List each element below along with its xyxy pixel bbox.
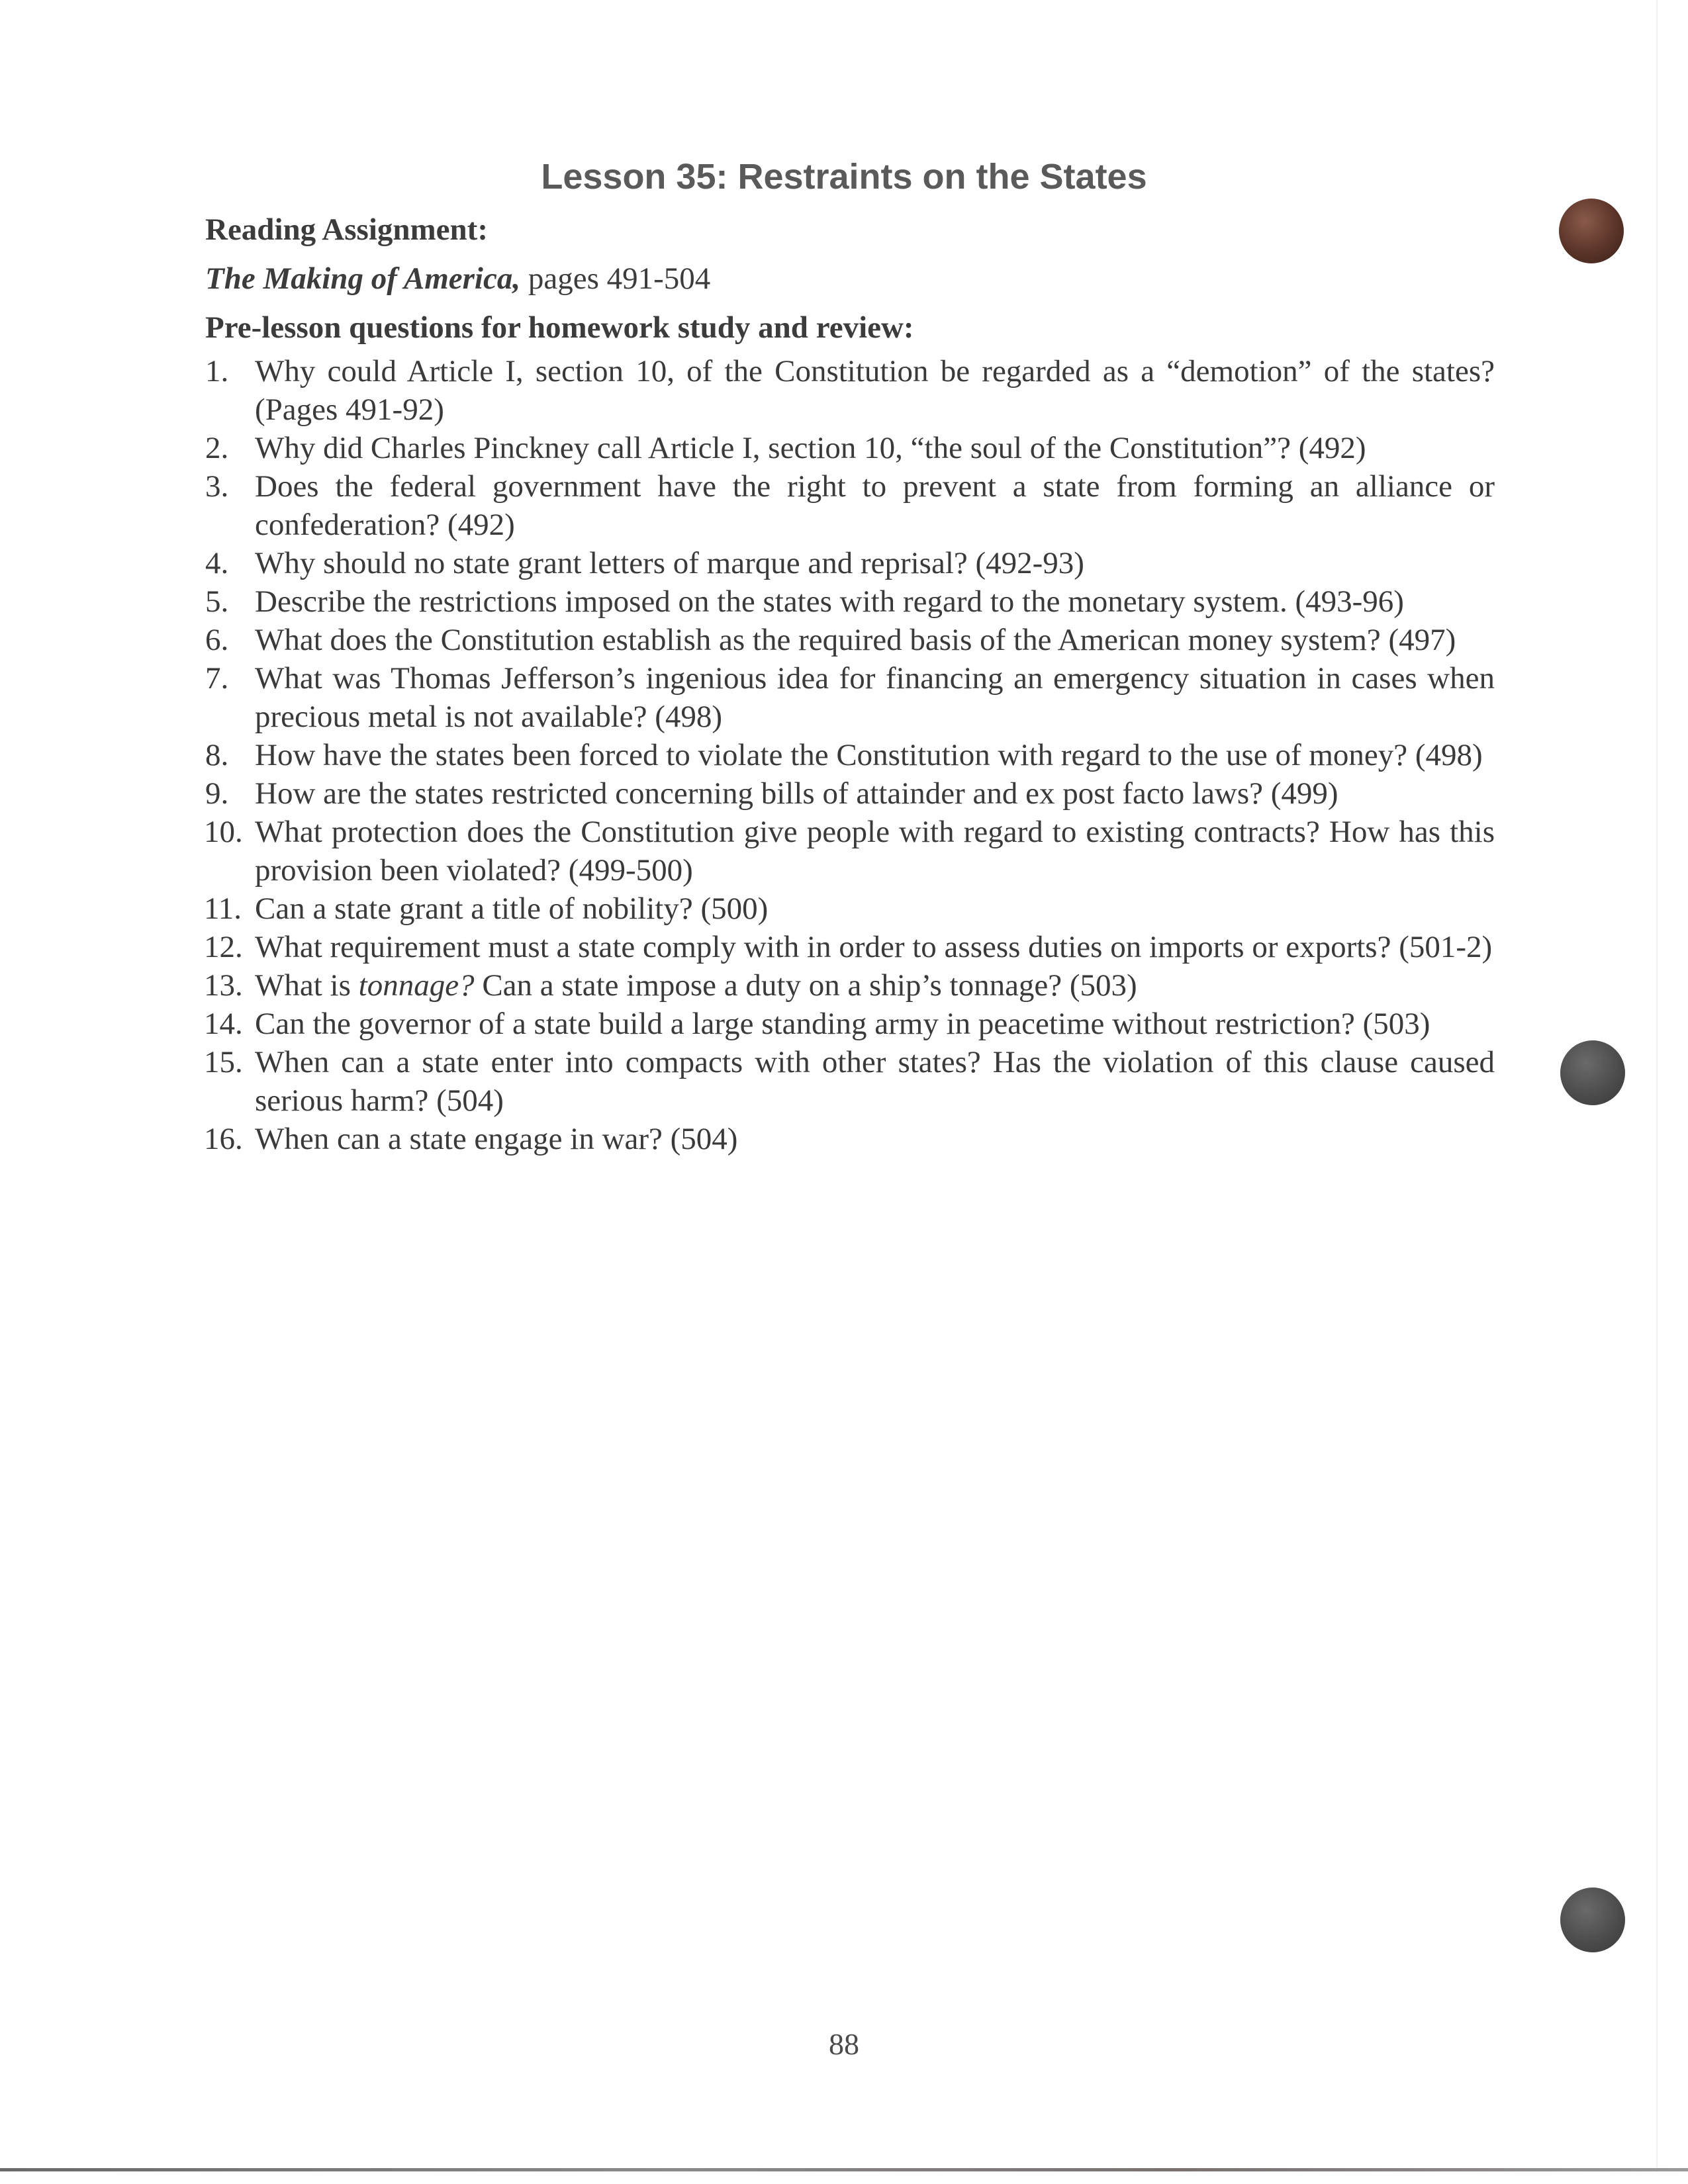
binder-hole-top: [1559, 199, 1624, 263]
question-number: 13.: [204, 968, 243, 1003]
page-right-edge: [1656, 0, 1658, 2172]
question-number: 5.: [205, 584, 229, 619]
question-item: [205, 1043, 1495, 1120]
question-item: [205, 352, 1495, 429]
question-number: 2.: [205, 431, 229, 465]
question-number: 14.: [204, 1007, 243, 1041]
question-text: Describe the restrictions imposed on the states with regard to the monetary system. (493-96): [255, 584, 1404, 619]
question-text: Can a state grant a title of nobility? (500): [255, 891, 769, 926]
question-text: Does the federal government have the right to prevent a state from forming an alliance or confederation? (492): [255, 469, 1495, 542]
question-number: 1.: [205, 354, 229, 388]
question-item: [205, 582, 1495, 621]
question-text: What requirement must a state comply with in order to assess duties on imports or exports? (501-2): [255, 930, 1493, 964]
question-text: When can a state engage in war? (504): [255, 1122, 738, 1156]
question-item: [205, 813, 1495, 889]
question-text: How are the states restricted concerning bills of attainder and ex post facto laws? (499): [255, 776, 1338, 811]
question-number: 8.: [205, 738, 229, 772]
question-item: [205, 429, 1495, 467]
question-number: 3.: [205, 469, 229, 504]
question-item: [205, 544, 1495, 582]
question-number: 4.: [205, 546, 229, 580]
question-text: How have the states been forced to violate the Constitution with regard to the use of money? (498): [255, 738, 1483, 772]
question-item: [205, 889, 1495, 928]
reading-assignment-heading: Reading Assignment:: [205, 212, 488, 247]
question-text: What does the Constitution establish as the required basis of the American money system? (497): [255, 623, 1456, 657]
question-text: Why could Article I, section 10, of the Constitution be regarded as a “demotion” of the states? (Pages 491-92): [255, 354, 1495, 427]
questions-list: [205, 352, 1495, 1158]
page-title: Lesson 35: Restraints on the States: [541, 157, 1147, 197]
question-number: 6.: [205, 623, 229, 657]
question-text: What was Thomas Jefferson’s ingenious idea for financing an emergency situation in cases when precious metal is not available? (498): [255, 661, 1495, 734]
question-number: 12.: [204, 930, 243, 964]
question-item: [205, 774, 1495, 813]
reading-pages: pages 491-504: [528, 261, 711, 296]
lesson-content: [205, 210, 1495, 1158]
question-text-before: What is: [255, 968, 359, 1003]
question-number: 16.: [204, 1122, 243, 1156]
question-item: [205, 621, 1495, 659]
question-item: [205, 966, 1495, 1005]
question-text: What protection does the Constitution give people with regard to existing contracts? How has this provision been violated? (499-500): [255, 815, 1495, 887]
book-title: The Making of America,: [205, 261, 521, 296]
question-item: [205, 1005, 1495, 1043]
question-number: 7.: [205, 661, 229, 696]
question-number: 11.: [204, 891, 242, 926]
question-item: [205, 467, 1495, 544]
binder-hole-middle: [1560, 1040, 1625, 1105]
page-number: 88: [829, 2027, 859, 2061]
binder-hole-bottom: [1560, 1888, 1625, 1952]
page-bottom-edge: [0, 2168, 1688, 2171]
question-text-after: Can a state impose a duty on a ship’s tonnage? (503): [474, 968, 1137, 1003]
question-item: [205, 736, 1495, 774]
question-number: 15.: [204, 1045, 243, 1079]
question-number: 9.: [205, 776, 229, 811]
questions-heading: Pre-lesson questions for homework study and review:: [205, 310, 914, 345]
question-text: Why did Charles Pinckney call Article I, section 10, “the soul of the Constitution”? (492): [255, 431, 1366, 465]
question-text: When can a state enter into compacts with other states? Has the violation of this clause caused serious harm? (504): [255, 1045, 1495, 1118]
question-item: [205, 659, 1495, 736]
question-text: Can the governor of a state build a large standing army in peacetime without restriction? (503): [255, 1007, 1430, 1041]
question-number: 10.: [204, 815, 243, 849]
question-item: [205, 928, 1495, 966]
question-item: [205, 1120, 1495, 1158]
question-text: Why should no state grant letters of marque and reprisal? (492-93): [255, 546, 1084, 580]
question-term-tonnage: tonnage?: [358, 968, 475, 1003]
reading-assignment-line: [205, 259, 1495, 298]
